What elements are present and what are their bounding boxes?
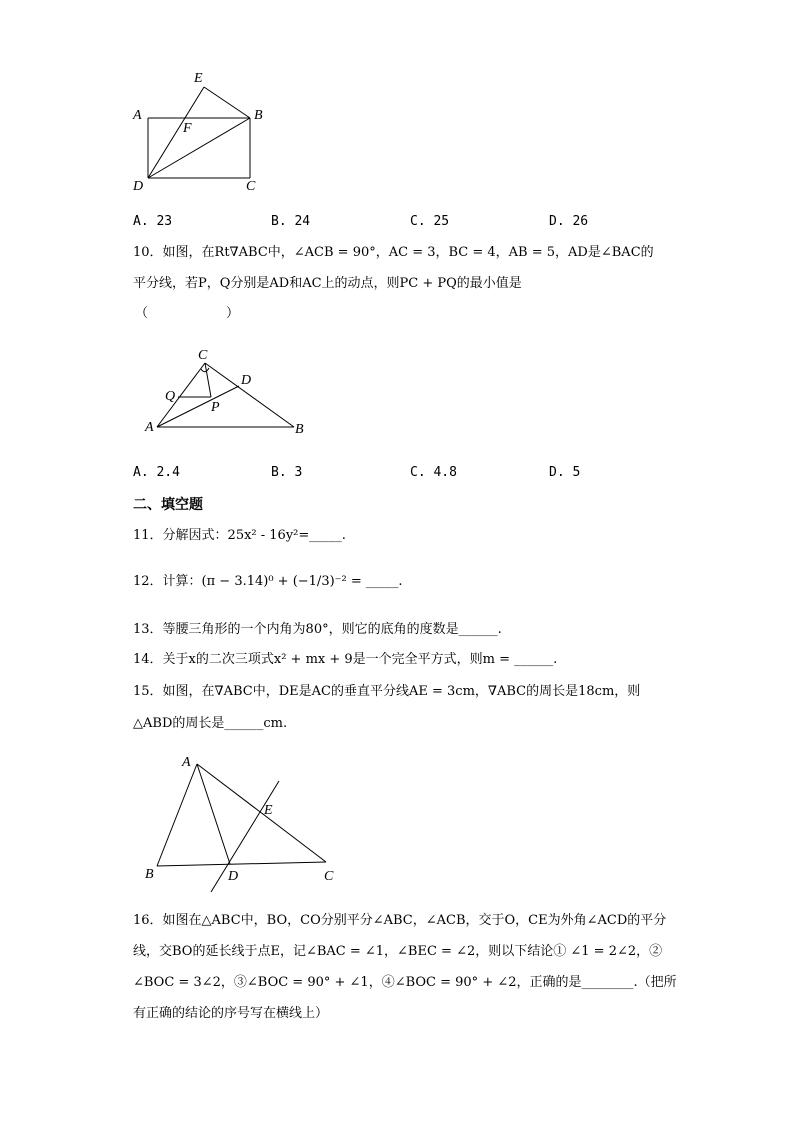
q10-text-line2: 平分线，若P，Q分别是AD和AC上的动点，则PC + PQ的最小值是 bbox=[133, 276, 522, 291]
q10-option-b: B. 3 bbox=[271, 465, 303, 480]
q13-text: 13．等腰三角形的一个内角为80°，则它的底角的度数是______. bbox=[133, 622, 502, 637]
q9-option-b: B. 24 bbox=[271, 214, 311, 229]
q9-label-b: B bbox=[254, 108, 263, 123]
q15-label-b: B bbox=[145, 867, 154, 882]
q10-label-b: B bbox=[295, 422, 304, 437]
q16-text-line1: 16．如图在△ABC中，BO，CO分别平分∠ABC，∠ACB，交于O，CE为外角∠ACD的平分 bbox=[133, 913, 667, 928]
q10-figure bbox=[142, 345, 312, 440]
q9-label-f: F bbox=[183, 121, 192, 136]
q10-option-a: A. 2.4 bbox=[133, 465, 180, 480]
q10-label-q: Q bbox=[165, 389, 176, 404]
q11-text: 11．分解因式：25x² - 16y²=_____. bbox=[133, 528, 346, 543]
q9-label-a: A bbox=[133, 108, 142, 123]
q10-label-a: A bbox=[145, 420, 154, 435]
q16-text-line4: 有正确的结论的序号写在横线上） bbox=[133, 1006, 329, 1021]
q15-text-line1: 15．如图，在∇ABC中，DE是AC的垂直平分线AE = 3cm，∇ABC的周长是18cm，则 bbox=[133, 684, 641, 699]
q15-label-c: C bbox=[324, 869, 334, 884]
q10-option-d: D. 5 bbox=[549, 465, 581, 480]
q9-option-a: A. 23 bbox=[133, 214, 173, 229]
q10-option-c: C. 4.8 bbox=[410, 465, 457, 480]
q10-label-c: C bbox=[198, 348, 208, 363]
q16-text-line2: 线，交BO的延长线于点E，记∠BAC = ∠1，∠BEC = ∠2，则以下结论① ∠1 = 2∠2，② bbox=[133, 944, 663, 959]
q9-label-e: E bbox=[194, 71, 203, 86]
q9-figure bbox=[128, 66, 273, 194]
q15-label-d: D bbox=[228, 869, 239, 884]
q9-label-c: C bbox=[246, 179, 256, 194]
q10-paren: （ ） bbox=[135, 306, 240, 321]
q9-option-c: C. 25 bbox=[410, 214, 450, 229]
q9-label-d: D bbox=[133, 179, 144, 194]
q16-text-line3: ∠BOC = 3∠2，③∠BOC = 90° + ∠1，④∠BOC = 90° + ∠2，正确的是________.（把所 bbox=[133, 975, 677, 990]
q14-text: 14．关于x的二次三项式x² + mx + 9是一个完全平方式，则m = ______. bbox=[133, 652, 558, 667]
q10-text-line1: 10．如图，在Rt∇ABC中，∠ACB = 90°，AC = 3，BC = 4，AB = 5，AD是∠BAC的 bbox=[133, 245, 654, 260]
q15-figure bbox=[140, 750, 340, 895]
q12-text: 12．计算：(π − 3.14)⁰ + (−1/3)⁻² = _____. bbox=[133, 574, 403, 589]
section-title: 二、填空题 bbox=[133, 497, 203, 513]
q15-label-e: E bbox=[264, 803, 273, 818]
q9-option-d: D. 26 bbox=[549, 214, 589, 229]
q10-label-d: D bbox=[241, 373, 252, 388]
q15-label-a: A bbox=[182, 755, 191, 770]
q15-text-line2: △ABD的周长是______cm. bbox=[133, 716, 288, 731]
q10-label-p: P bbox=[211, 400, 220, 415]
